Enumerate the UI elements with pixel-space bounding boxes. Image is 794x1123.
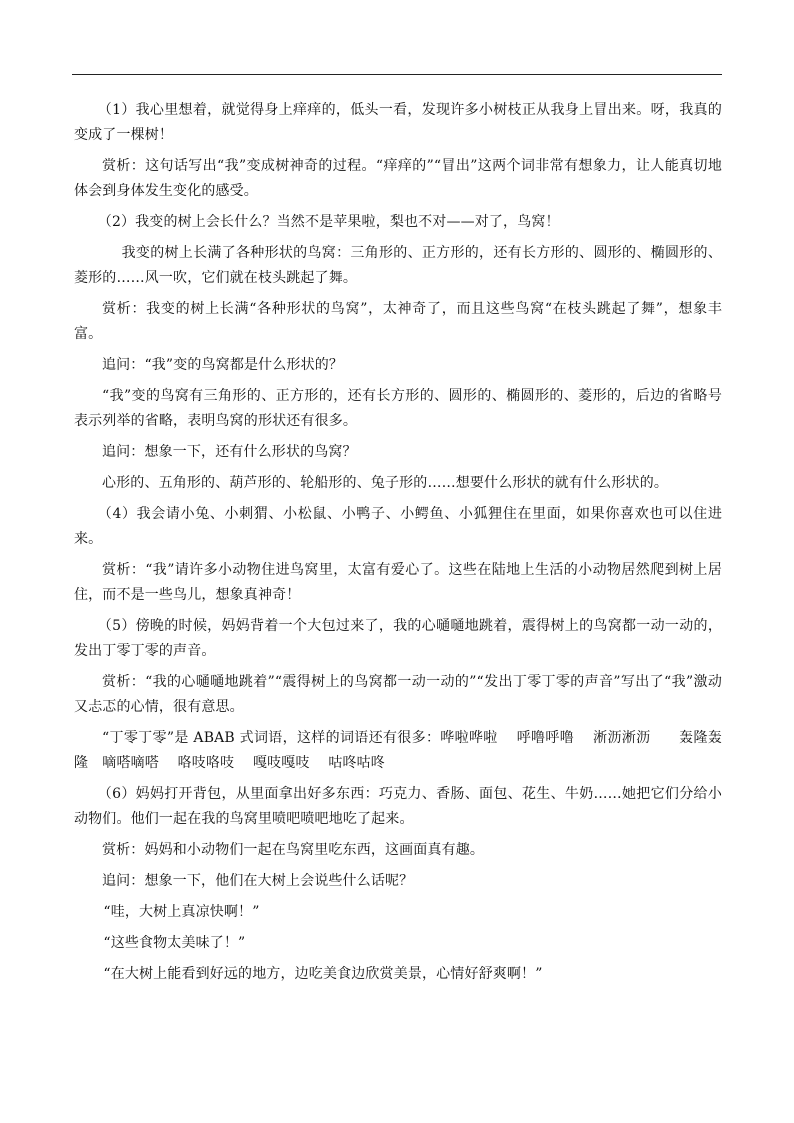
document-body <box>74 98 722 993</box>
header-rule <box>72 74 722 75</box>
paragraph-6-appreciation: 赏析：妈妈和小动物们一起在鸟窝里吃东西，这画面真有趣。 <box>102 842 485 858</box>
question-nest-shapes: 追问：“我”变的鸟窝都是什么形状的？ <box>102 357 344 373</box>
paragraph-1-appreciation: 赏析：这句话写出“我”变成树神奇的过程。“痒痒的”“冒出”这两个词非常有想象力，让人能真切地体会到身体发生变化的感受。 <box>74 158 722 199</box>
quote-tasty-food: “这些食物太美味了！” <box>103 935 246 951</box>
paragraph-2-appreciation: 赏析：我变的树上长满“各种形状的鸟窝”，太神奇了，而且这些鸟窝“在枝头跳起了舞”，想象丰富。 <box>74 301 722 342</box>
paragraph-4-appreciation: 赏析：“我”请许多小动物住进鸟窝里，太富有爱心了。这些在陆地上生活的小动物居然爬到树上居住，而不是一些鸟儿，想象真神奇！ <box>74 562 722 603</box>
answer-nest-shapes: “我”变的鸟窝有三角形的、正方形的，还有长方形的、圆形的、椭圆形的、菱形的，后边的省略号表示列举的省略，表明鸟窝的形状还有很多。 <box>74 388 722 429</box>
paragraph-2-continuation: 我变的树上长满了各种形状的鸟窝：三角形的、正方形的，还有长方形的、圆形的、椭圆形的、菱形的……风一吹，它们就在枝头跳起了舞。 <box>74 245 722 286</box>
paragraph-5-passage: （5）傍晚的时候，妈妈背着一个大包过来了，我的心嗵嗵地跳着，震得树上的鸟窝都一动一动的，发出丁零丁零的声音。 <box>74 618 722 659</box>
quote-scenery: “在大树上能看到好远的地方，边吃美食边欣赏美景，心情好舒爽啊！” <box>103 966 543 982</box>
paragraph-2-passage: （2）我变的树上会长什么？当然不是苹果啦，梨也不对——对了，鸟窝！ <box>97 214 560 230</box>
paragraph-4-passage: （4）我会请小兔、小刺猬、小松鼠、小鸭子、小鳄鱼、小狐狸住在里面，如果你喜欢也可以住进来。 <box>74 506 722 547</box>
question-tree-talk: 追问：想象一下，他们在大树上会说些什么话呢？ <box>102 873 414 889</box>
answer-imagine-shapes: 心形的、五角形的、葫芦形的、轮船形的、兔子形的……想要什么形状的就有什么形状的。 <box>102 475 668 491</box>
paragraph-5-appreciation: 赏析：“我的心嗵嗵地跳着”“震得树上的鸟窝都一动一动的”“发出丁零丁零的声音”写出了“我”激动又忐忑的心情，很有意思。 <box>74 674 722 715</box>
paragraph-1-passage: （1）我心里想着，就觉得身上痒痒的，低头一看，发现许多小树枝正从我身上冒出来。呀，我真的变成了一棵树！ <box>74 102 722 143</box>
question-imagine-shapes: 追问：想象一下，还有什么形状的鸟窝？ <box>102 444 357 460</box>
abab-word-list: “丁零丁零”是 ABAB 式词语，这样的词语还有很多：哗啦哗啦 呼噜呼噜 淅沥淅沥 轰隆轰隆 嘀嗒嘀嗒 咯吱咯吱 嘎吱嘎吱 咕咚咕咚 <box>74 730 722 771</box>
paragraph-6-passage: （6）妈妈打开背包，从里面拿出好多东西：巧克力、香肠、面包、花生、牛奶……她把它们分给小动物们。他们一起在我的鸟窝里喷吧喷吧地吃了起来。 <box>74 786 722 827</box>
quote-cool-tree: “哇，大树上真凉快啊！” <box>103 904 260 920</box>
